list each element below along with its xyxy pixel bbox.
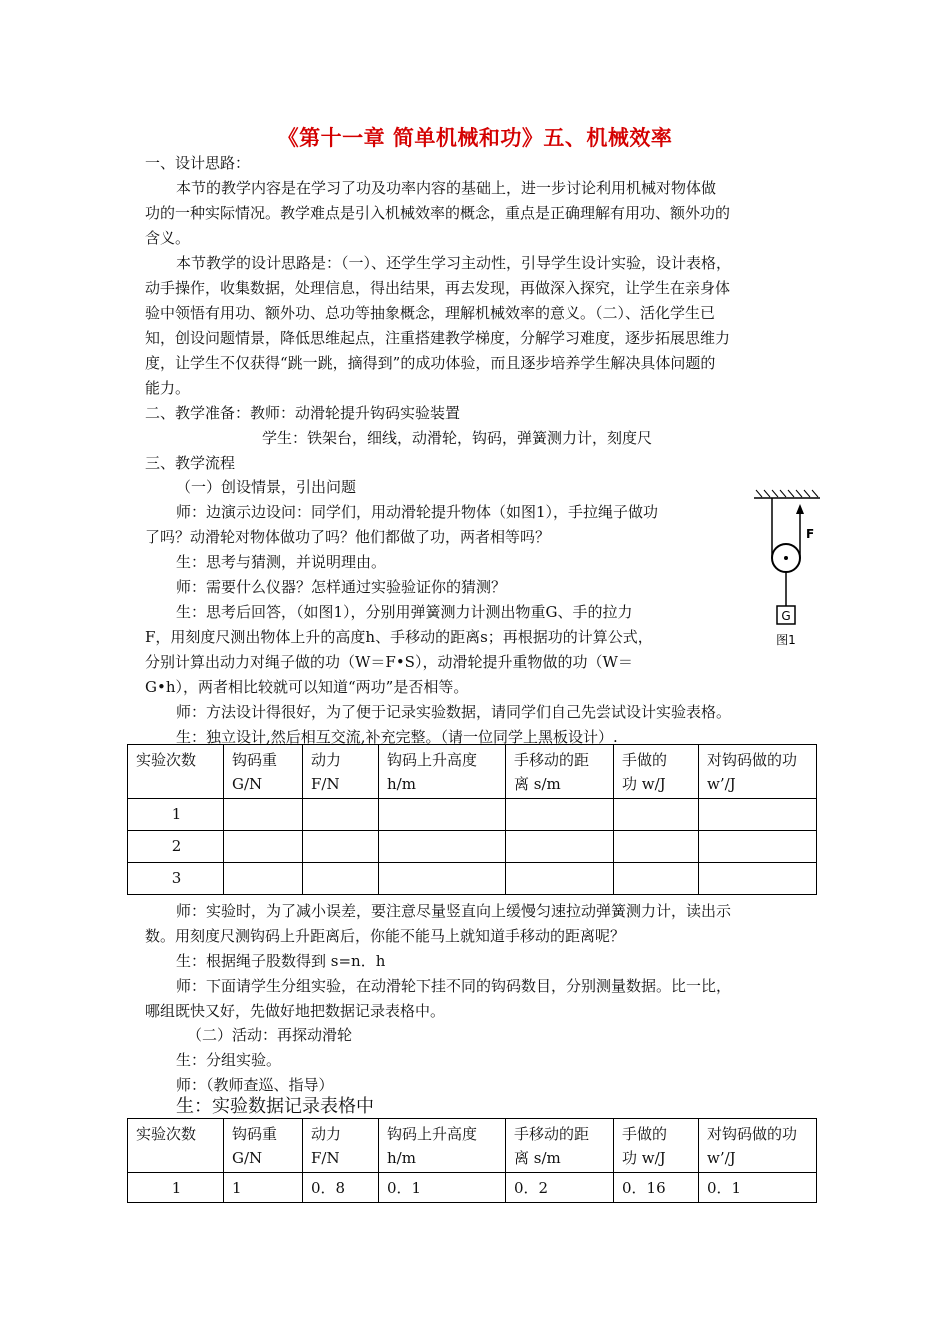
paragraph-line: 动手操作，收集数据，处理信息，得出结果，再去发现，再做深入探究，让学生在亲身体 [145, 279, 731, 297]
paragraph-line: 分别计算出动力对绳子做的功（W＝F•S），动滑轮提升重物做的功（W＝ [145, 653, 633, 671]
header-cell: 对钩码做的功 w’/J [699, 1119, 817, 1173]
table-row [128, 799, 817, 831]
table-cell [303, 863, 379, 895]
paragraph-line: 师：需要什么仪器？怎样通过实验验证你的猜测？ [176, 578, 507, 596]
paragraph-line: 含义。 [145, 229, 191, 247]
table-cell [699, 831, 817, 863]
section-heading-preparation: 二、教学准备：教师：动滑轮提升钩码实验装置 [145, 404, 461, 422]
ceiling-support-icon [754, 490, 820, 498]
subsection-heading: （二）活动：再探动滑轮 [187, 1026, 353, 1044]
paragraph-line: 度，让学生不仅获得“跳一跳，摘得到”的成功体验，而且逐步培养学生解决具体问题的 [145, 354, 716, 372]
table-cell [506, 831, 614, 863]
paragraph-line: 本节的教学内容是在学习了功及功率内容的基础上，进一步讨论利用机械对物体做 [176, 179, 717, 197]
paragraph-line: 师：边演示边设问：同学们，用动滑轮提升物体（如图1），手拉绳子做功 [176, 503, 659, 521]
paragraph-line: 哪组既快又好，先做好地把数据记录表格中。 [145, 1002, 446, 1020]
header-cell: 手移动的距 离 s/m [506, 1119, 614, 1173]
header-cell: 手移动的距 离 s/m [506, 745, 614, 799]
paragraph-line: 师：下面请学生分组实验，在动滑轮下挂不同的钩码数目，分别测量数据。比一比， [176, 977, 732, 995]
table-row [128, 831, 817, 863]
header-cell: 实验次数 [128, 745, 224, 799]
table-cell [224, 799, 303, 831]
table-cell: 3 [128, 863, 224, 895]
paragraph-line: 验中领悟有用功、额外功、总功等抽象概念，理解机械效率的意义。（二）、活化学生已 [145, 304, 716, 322]
paragraph-line: 数。用刻度尺测钩码上升距离后，你能不能马上就知道手移动的距离呢？ [145, 927, 626, 945]
table-cell [506, 863, 614, 895]
pulley-figure [752, 488, 824, 648]
table-cell: 1 [128, 799, 224, 831]
subsection-heading: （一）创设情景，引出问题 [176, 478, 357, 496]
document-title: 《第十一章 简单机械和功》五、机械效率 [277, 126, 673, 150]
paragraph-line: 学生：铁架台，细线，动滑轮，钩码，弹簧测力计，刻度尺 [262, 429, 653, 447]
table-cell: 1 [128, 1173, 224, 1203]
paragraph-line: F，用刻度尺测出物体上升的高度h、手移动的距离s；再根据功的计算公式， [145, 628, 653, 646]
header-cell: 实验次数 [128, 1119, 224, 1173]
paragraph-line: 生：根据绳子股数得到 s=n．h [176, 952, 386, 970]
table-cell [224, 863, 303, 895]
paragraph-line: 生：独立设计,然后相互交流,补充完整。（请一位同学上黑板设计）. [176, 728, 618, 746]
experiment-table-design [127, 744, 817, 895]
table-cell [506, 799, 614, 831]
table-cell [379, 799, 506, 831]
table-row [128, 863, 817, 895]
table-cell: 1 [224, 1173, 303, 1203]
paragraph-line: 师：方法设计得很好，为了便于记录实验数据，请同学们自己先尝试设计实验表格。 [176, 703, 732, 721]
paragraph-line: 生：分组实验。 [176, 1051, 282, 1069]
header-cell: 钩码上升高度 h/m [379, 745, 506, 799]
table-cell [303, 799, 379, 831]
header-cell: 钩码重 G/N [224, 1119, 303, 1173]
table-cell: 2 [128, 831, 224, 863]
header-cell: 钩码重 G/N [224, 745, 303, 799]
paragraph-line: 本节教学的设计思路是：（一）、还学生学习主动性，引导学生设计实验，设计表格， [176, 254, 732, 272]
paragraph-line: 知，创设问题情景，降低思维起点，注重搭建教学梯度，分解学习难度，逐步拓展思维力 [145, 329, 731, 347]
header-cell: 手做的 功 w/J [614, 745, 699, 799]
paragraph-line: 生：思考与猜测，并说明理由。 [176, 553, 387, 571]
header-cell: 钩码上升高度 h/m [379, 1119, 506, 1173]
force-label: F [806, 527, 815, 541]
paragraph-line: 能力。 [145, 379, 191, 397]
table-cell [614, 863, 699, 895]
table-cell [699, 799, 817, 831]
paragraph-line: 师：实验时，为了减小误差，要注意尽量竖直向上缓慢匀速拉动弹簧测力计，读出示 [176, 902, 732, 920]
experiment-table-data [127, 1118, 817, 1203]
paragraph-line: 了吗？动滑轮对物体做功了吗？他们都做了功，两者相等吗？ [145, 528, 551, 546]
table-cell: 0．2 [506, 1173, 614, 1203]
table-cell [303, 831, 379, 863]
table-cell [224, 831, 303, 863]
paragraph-line: G•h），两者相比较就可以知道“两功”是否相等。 [145, 678, 469, 696]
table-header-row [128, 1119, 817, 1173]
table-cell: 0．8 [303, 1173, 379, 1203]
paragraph-line: 师：（教师查巡、指导） [176, 1076, 334, 1094]
header-cell: 动力 F/N [303, 1119, 379, 1173]
header-cell: 手做的 功 w/J [614, 1119, 699, 1173]
section-heading-design: 一、设计思路： [145, 154, 251, 172]
table-cell: 0．16 [614, 1173, 699, 1203]
table-cell: 0．1 [699, 1173, 817, 1203]
table-cell: 0．1 [379, 1173, 506, 1203]
paragraph-line: 生：实验数据记录表格中 [176, 1096, 374, 1117]
table-cell [379, 863, 506, 895]
table-cell [614, 799, 699, 831]
header-cell: 对钩码做的功 w’/J [699, 745, 817, 799]
paragraph-line: 功的一种实际情况。教学难点是引入机械效率的概念，重点是正确理解有用功、额外功的 [145, 204, 731, 222]
table-cell [699, 863, 817, 895]
force-arrow-icon [796, 504, 804, 524]
table-header-row [128, 745, 817, 799]
paragraph-line: 生：思考后回答，（如图1），分别用弹簧测力计测出物重G、手的拉力 [176, 603, 633, 621]
table-cell [614, 831, 699, 863]
header-cell: 动力 F/N [303, 745, 379, 799]
table-row [128, 1173, 817, 1203]
section-heading-process: 三、教学流程 [145, 454, 236, 472]
table-cell [379, 831, 506, 863]
weight-label: G [781, 609, 791, 623]
figure-caption: 图1 [776, 633, 796, 647]
